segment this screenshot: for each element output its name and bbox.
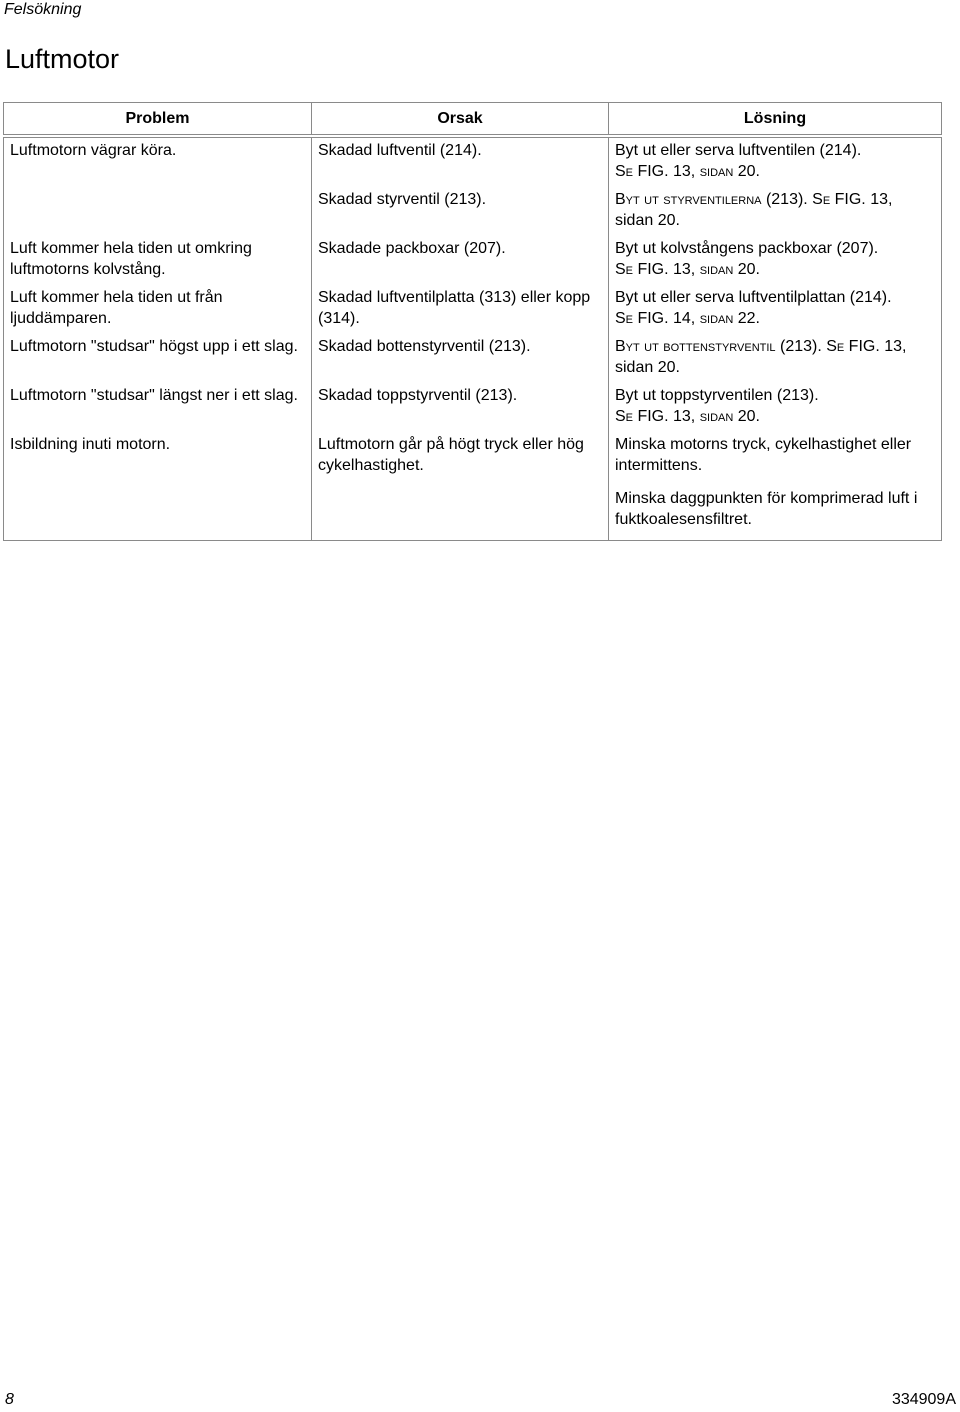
page-title: Luftmotor xyxy=(5,44,120,74)
table-header-row xyxy=(4,103,942,137)
table-row xyxy=(4,236,942,285)
table-row xyxy=(4,432,942,541)
cause-cell: Skadad luftventilplatta (313) eller kopp (314). xyxy=(312,285,609,334)
problem-cell: Luft kommer hela tiden ut omkring luftmotorns kolvstång. xyxy=(4,236,312,285)
solution-cell xyxy=(609,187,942,236)
cause-cell: Skadad styrventil (213). xyxy=(312,187,609,236)
solution-text: Byt ut bottenstyrventil (213). Se FIG. 13, xyxy=(615,338,907,355)
problem-cell: Luft kommer hela tiden ut från ljuddämparen. xyxy=(4,285,312,334)
table-row xyxy=(4,334,942,383)
paragraph-gap xyxy=(615,476,935,488)
problem-cell: Luftmotorn "studsar" högst upp i ett slag. xyxy=(4,334,312,383)
solution-text: Byt ut toppstyrventilen (213). xyxy=(615,387,819,404)
page-number: 8 xyxy=(5,1391,14,1408)
solution-cell xyxy=(609,236,942,285)
table-row xyxy=(4,285,942,334)
table-row xyxy=(4,187,942,236)
solution-reference: Minska daggpunkten för komprimerad luft i fuktkoalesensfiltret. xyxy=(615,490,918,528)
cause-cell: Skadad bottenstyrventil (213). xyxy=(312,334,609,383)
solution-text: Byt ut kolvstångens packboxar (207). xyxy=(615,240,879,257)
cause-cell: Skadad luftventil (214). xyxy=(312,136,609,187)
solution-text: Minska motorns tryck, cykelhastighet eller intermittens. xyxy=(615,436,912,474)
cause-cell: Skadade packboxar (207). xyxy=(312,236,609,285)
document-number: 334909A xyxy=(891,1391,956,1408)
section-header: Felsökning xyxy=(4,1,82,18)
cause-cell: Skadad toppstyrventil (213). xyxy=(312,383,609,432)
cause-cell: Luftmotorn går på högt tryck eller hög cykelhastighet. xyxy=(312,432,609,541)
solution-text: Byt ut eller serva luftventilplattan (214). xyxy=(615,289,892,306)
solution-reference: sidan 20. xyxy=(615,359,680,376)
solution-cell xyxy=(609,432,942,541)
troubleshooting-table xyxy=(3,102,942,541)
solution-reference: Se FIG. 13, sidan 20. xyxy=(615,408,761,425)
solution-reference: Se FIG. 13, sidan 20. xyxy=(615,261,761,278)
problem-cell: Luftmotorn vägrar köra. xyxy=(4,136,312,187)
solution-cell xyxy=(609,334,942,383)
solution-cell xyxy=(609,136,942,187)
solution-text: Byt ut eller serva luftventilen (214). xyxy=(615,142,862,159)
solution-reference: sidan 20. xyxy=(615,212,680,229)
column-header-cause: Orsak xyxy=(312,103,609,137)
problem-cell xyxy=(4,187,312,236)
table-row xyxy=(4,136,942,187)
solution-cell xyxy=(609,285,942,334)
solution-text: Byt ut styrventilerna (213). Se FIG. 13, xyxy=(615,191,893,208)
column-header-solution: Lösning xyxy=(609,103,942,137)
problem-cell: Isbildning inuti motorn. xyxy=(4,432,312,541)
solution-cell xyxy=(609,383,942,432)
column-header-problem: Problem xyxy=(4,103,312,137)
solution-reference: Se FIG. 14, sidan 22. xyxy=(615,310,761,327)
problem-cell: Luftmotorn "studsar" längst ner i ett slag. xyxy=(4,383,312,432)
table-row xyxy=(4,383,942,432)
solution-reference: Se FIG. 13, sidan 20. xyxy=(615,163,761,180)
